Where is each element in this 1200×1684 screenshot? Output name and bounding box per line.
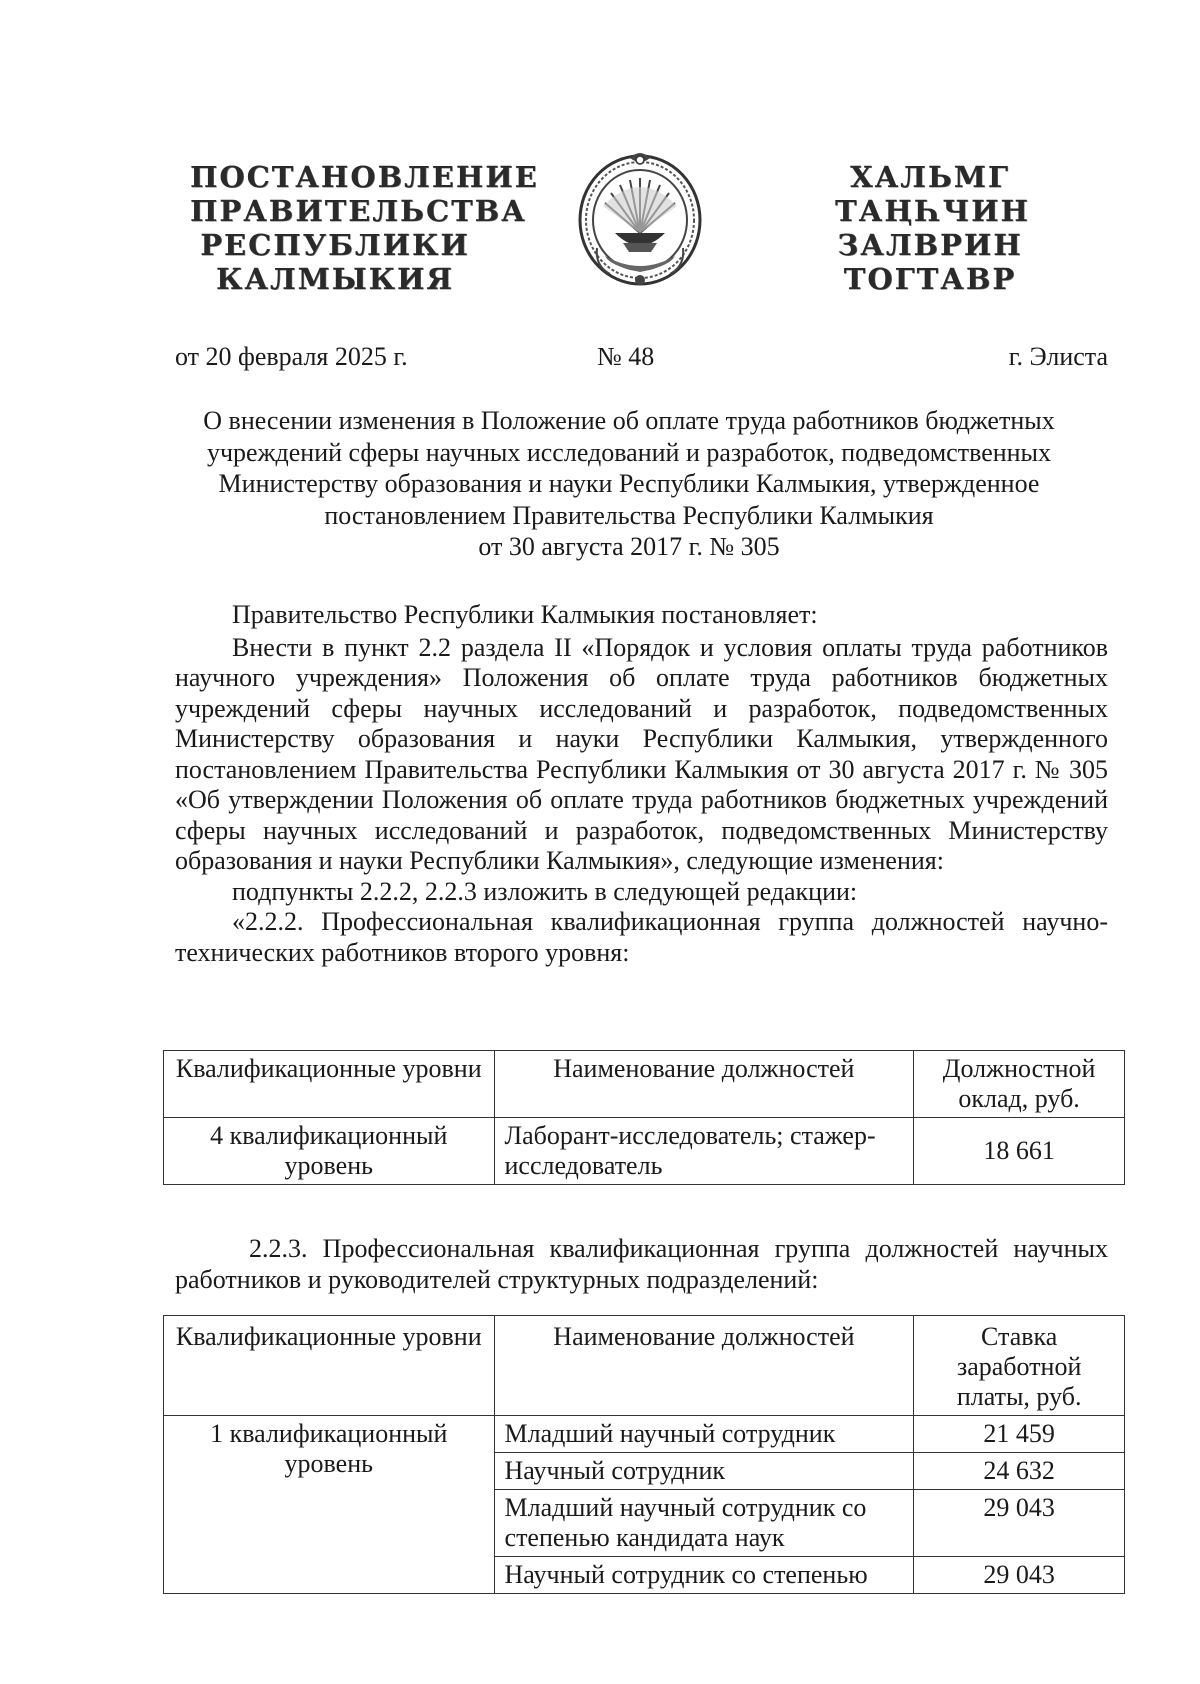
table-row [164, 1118, 1125, 1185]
header-left-line: ПОСТАНОВЛЕНИЕ [190, 160, 539, 194]
header-left-line: КАЛМЫКИЯ [216, 262, 454, 296]
table-row [164, 1416, 1125, 1453]
document-city: г. Элиста [1008, 342, 1108, 371]
table-cell-salary: 18 661 [914, 1118, 1125, 1185]
table-cell-position: Научный сотрудник со степенью [494, 1557, 914, 1594]
section-2-2-3 [175, 1233, 1108, 1295]
table-header-row [164, 1051, 1125, 1118]
table-cell-position: Младший научный сотрудник [494, 1416, 914, 1453]
document-number: № 48 [597, 342, 655, 371]
column-header: Должностной оклад, руб. [914, 1051, 1125, 1118]
column-header: Наименование должностей [494, 1051, 914, 1118]
section-2-2-3-paragraph: 2.2.3. Профессиональная квалификационная группа должностей научных работников и руководителей структурных подразделений: [175, 1234, 1108, 1294]
title-line: учреждений сферы научных исследований и разработок, подведомственных [206, 437, 1052, 467]
table-cell-level: 4 квалификационный уровень [164, 1118, 495, 1185]
subpoints-paragraph: подпункты 2.2.2, 2.2.3 изложить в следующей редакции: [232, 876, 858, 906]
coat-of-arms-emblem [575, 148, 705, 288]
table-cell-rate: 29 043 [914, 1557, 1125, 1594]
resolution-intro: Правительство Республики Калмыкия постановляет: [232, 600, 818, 629]
header-right-line: ХАЛЬМГ [850, 160, 1010, 194]
title-line: от 30 августа 2017 г. № 305 [478, 532, 780, 561]
table-cell-rate: 24 632 [914, 1453, 1125, 1490]
header-right-line: ЗАЛВРИН [837, 228, 1023, 262]
title-line: О внесении изменения в Положение об оплате труда работников бюджетных [203, 406, 1055, 435]
table-cell-rate: 29 043 [914, 1490, 1125, 1557]
table-cell-rate: 21 459 [914, 1416, 1125, 1453]
document-title [150, 405, 1108, 563]
header-right-line: ТОГТАВР [843, 262, 1017, 296]
header-left-line: РЕСПУБЛИКИ [200, 228, 470, 262]
document-date: от 20 февраля 2025 г. [175, 342, 408, 371]
table-header-row [164, 1316, 1125, 1416]
column-header: Наименование должностей [494, 1316, 914, 1416]
amendment-paragraph: Внести в пункт 2.2 раздела II «Порядок и условия оплаты труда работников научного учреждения» Положения об оплате труда работников бюджетных учреждений сферы научных исследований и разработок, подведомственных Министерству образования и науки Республики Калмыкия, утвержденного постановлением Правительства Республики Калмыкия от 30 августа 2017 г. № 305 «Об утверждении Положения об оплате труда работников бюджетных учреждений сферы научных исследований и разработок, подведомственных Министерству образования и науки Республики Калмыкия», следующие изменения: [175, 632, 1108, 875]
header-russian-title [190, 160, 539, 296]
table-cell-position: Научный сотрудник [494, 1453, 914, 1490]
table-cell-positions: Лаборант-исследователь; стажер-исследователь [494, 1118, 914, 1185]
title-line: Министерству образования и науки Республики Калмыкия, утвержденное [218, 469, 1040, 498]
table-2-2-3 [163, 1315, 1125, 1594]
title-line: постановлением Правительства Республики Калмыкия [324, 500, 934, 530]
column-header: Ставка заработной платы, руб. [914, 1316, 1125, 1416]
column-header: Квалификационные уровни [164, 1051, 495, 1118]
header-kalmyk-title [835, 160, 1030, 296]
column-header: Квалификационные уровни [164, 1316, 495, 1416]
header-right-line: ТАҢҺЧИН [835, 194, 1030, 228]
header-left-line: ПРАВИТЕЛЬСТВА [190, 194, 527, 228]
table-2-2-2 [163, 1050, 1125, 1185]
table-cell-level: 1 квалификационный уровень [164, 1416, 495, 1594]
section-2-2-2-paragraph: «2.2.2. Профессиональная квалификационная группа должностей научно-технических работников второго уровня: [175, 907, 1108, 967]
document-body [175, 600, 1108, 968]
table-cell-position: Младший научный сотрудник со степенью кандидата наук [494, 1490, 914, 1557]
